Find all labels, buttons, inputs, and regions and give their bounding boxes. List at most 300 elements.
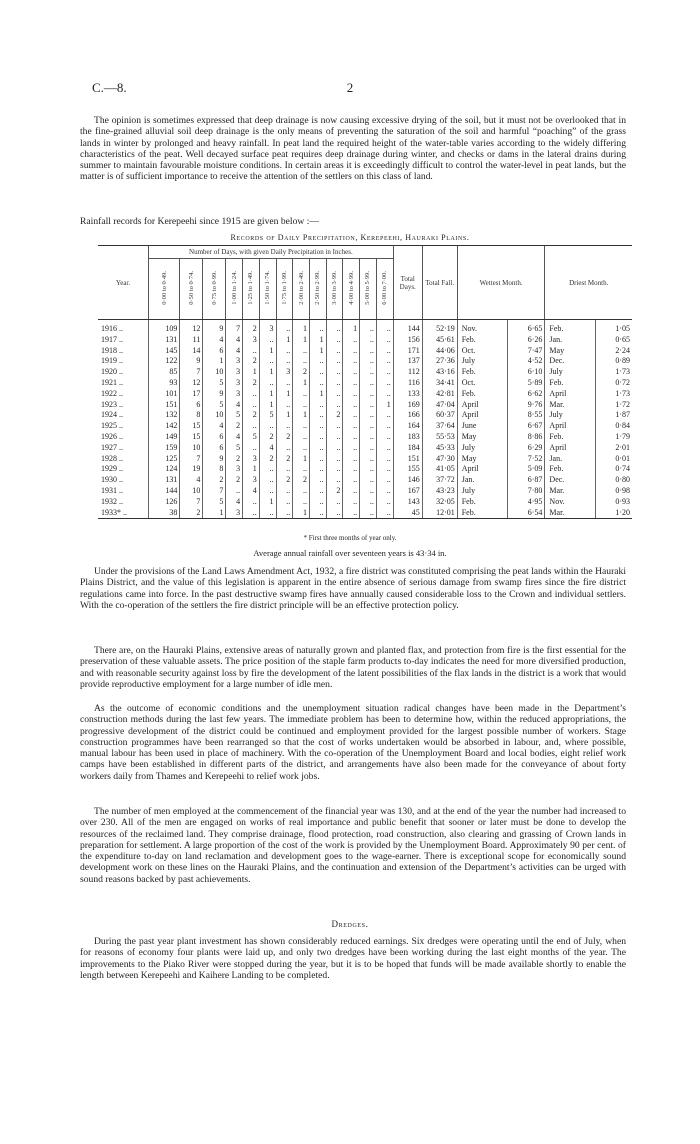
table-cell: .. bbox=[293, 421, 310, 432]
total-days-header: Total Days. bbox=[393, 246, 422, 320]
table-row bbox=[98, 464, 632, 475]
table-cell: .. bbox=[376, 320, 393, 335]
table-cell: 85 bbox=[149, 367, 180, 378]
table-cell: 0·65 bbox=[596, 335, 633, 346]
table-cell: .. bbox=[343, 410, 360, 421]
table-cell: April bbox=[457, 464, 507, 475]
rainfall-intro-text: Rainfall records for Kerepeehi since 1915 are given below :— bbox=[80, 216, 319, 227]
table-cell: April bbox=[457, 400, 507, 411]
table-cell: Feb. bbox=[457, 508, 507, 519]
table-cell: 3 bbox=[243, 475, 260, 486]
table-cell: 142 bbox=[149, 421, 180, 432]
table-cell: 14 bbox=[180, 346, 203, 357]
year-cell: 1921 .. bbox=[101, 377, 123, 387]
range-header-label: 4·00 to 4·99. bbox=[347, 271, 355, 305]
table-cell: .. bbox=[343, 464, 360, 475]
table-cell: 55·53 bbox=[422, 432, 457, 443]
table-cell: June bbox=[457, 421, 507, 432]
table-cell: .. bbox=[259, 475, 276, 486]
table-cell: 10 bbox=[180, 443, 203, 454]
range-header bbox=[309, 259, 326, 320]
table-cell: .. bbox=[293, 443, 310, 454]
table-cell: .. bbox=[376, 378, 393, 389]
table-cell: 2 bbox=[276, 432, 293, 443]
table-cell: April bbox=[545, 421, 596, 432]
table-cell: 2 bbox=[226, 454, 243, 465]
table-row bbox=[98, 497, 632, 508]
table-cell: 0·89 bbox=[596, 356, 633, 367]
table-cell: 5·09 bbox=[508, 464, 545, 475]
table-cell: 116 bbox=[393, 378, 422, 389]
table-cell: .. bbox=[309, 421, 326, 432]
table-cell: 112 bbox=[393, 367, 422, 378]
table-cell: Nov. bbox=[457, 320, 507, 335]
table-cell: 43·16 bbox=[422, 367, 457, 378]
rainfall-intro-paragraph bbox=[80, 216, 626, 227]
table-cell: 124 bbox=[149, 464, 180, 475]
range-header bbox=[180, 259, 203, 320]
table-cell: 171 bbox=[393, 346, 422, 357]
table-cell: .. bbox=[243, 389, 260, 400]
construction-paragraph bbox=[80, 703, 626, 782]
table-cell: 2 bbox=[226, 475, 243, 486]
table-cell: 3 bbox=[226, 356, 243, 367]
table-cell: 3 bbox=[243, 335, 260, 346]
table-cell: .. bbox=[226, 486, 243, 497]
table-cell: July bbox=[457, 443, 507, 454]
table-cell: 1·73 bbox=[596, 389, 633, 400]
table-cell: 52·19 bbox=[422, 320, 457, 335]
table-cell: 6·10 bbox=[508, 367, 545, 378]
table-cell: 12 bbox=[180, 320, 203, 335]
table-row bbox=[98, 410, 632, 421]
table-cell: 19 bbox=[180, 464, 203, 475]
table-cell: 3 bbox=[243, 454, 260, 465]
table-cell: 2·01 bbox=[596, 443, 633, 454]
table-cell: 2 bbox=[326, 486, 343, 497]
table-cell: 1·73 bbox=[596, 367, 633, 378]
table-cell: .. bbox=[259, 421, 276, 432]
table-cell: .. bbox=[343, 335, 360, 346]
table-cell: April bbox=[457, 410, 507, 421]
table-cell: .. bbox=[293, 432, 310, 443]
table-cell: 1 bbox=[309, 346, 326, 357]
average-rainfall: Average annual rainfall over seventeen years is 43·34 in. bbox=[253, 548, 447, 558]
table-cell: 8·55 bbox=[508, 410, 545, 421]
table-cell: .. bbox=[376, 464, 393, 475]
table-cell: .. bbox=[276, 346, 293, 357]
table-cell: 2 bbox=[259, 432, 276, 443]
year-cell: 1932 .. bbox=[101, 496, 123, 506]
table-row bbox=[98, 346, 632, 357]
table-cell: May bbox=[545, 346, 596, 357]
table-cell: 3 bbox=[226, 378, 243, 389]
table-row bbox=[98, 367, 632, 378]
table-cell: .. bbox=[259, 335, 276, 346]
table-cell: 27·36 bbox=[422, 356, 457, 367]
table-cell: Feb. bbox=[545, 432, 596, 443]
table-cell: .. bbox=[360, 421, 377, 432]
table-cell: .. bbox=[276, 400, 293, 411]
table-cell: .. bbox=[326, 475, 343, 486]
table-cell: .. bbox=[293, 346, 310, 357]
table-cell: Mar. bbox=[545, 400, 596, 411]
table-cell: .. bbox=[243, 497, 260, 508]
table-cell: 17 bbox=[180, 389, 203, 400]
table-cell: 93 bbox=[149, 378, 180, 389]
table-cell: 2 bbox=[326, 410, 343, 421]
table-cell: 45 bbox=[393, 508, 422, 519]
table-cell: .. bbox=[309, 508, 326, 519]
table-cell: .. bbox=[343, 497, 360, 508]
table-cell: 149 bbox=[149, 432, 180, 443]
year-cell: 1920 .. bbox=[101, 367, 123, 377]
table-cell: 2 bbox=[243, 356, 260, 367]
table-cell: .. bbox=[343, 378, 360, 389]
table-cell: .. bbox=[243, 346, 260, 357]
table-cell: .. bbox=[293, 356, 310, 367]
table-cell: 10 bbox=[203, 367, 226, 378]
table-cell: .. bbox=[360, 486, 377, 497]
table-cell: .. bbox=[326, 320, 343, 335]
table-cell: 10 bbox=[203, 410, 226, 421]
table-cell: 109 bbox=[149, 320, 180, 335]
range-header-label: 2·00 to 2·49. bbox=[297, 271, 305, 305]
table-row bbox=[98, 389, 632, 400]
table-cell: 1 bbox=[293, 335, 310, 346]
table-cell: .. bbox=[259, 486, 276, 497]
year-cell: 1929 .. bbox=[101, 464, 123, 474]
range-header-label: 0·75 to 0·99. bbox=[210, 271, 218, 305]
dredges-text: During the past year plant investment has shown considerably reduced earnings. Six dredges were operating until the end of July, when for reasons of economy four plants were laid up, and only two dredges have been working during the last eight months of the year. The improvements to the Piako River were stopped during the year, but it is to be hoped that funds will be made available shortly to enable the length between Kerepeehi and Kaihere Landing to be completed. bbox=[80, 936, 626, 981]
table-cell: .. bbox=[360, 400, 377, 411]
table-cell: .. bbox=[376, 335, 393, 346]
table-cell: 5 bbox=[259, 410, 276, 421]
rainfall-table bbox=[98, 245, 632, 519]
table-cell: 9 bbox=[203, 320, 226, 335]
table-cell: .. bbox=[343, 432, 360, 443]
table-cell: 0·93 bbox=[596, 497, 633, 508]
table-cell: .. bbox=[343, 454, 360, 465]
table-cell: .. bbox=[360, 389, 377, 400]
table-cell: 5 bbox=[226, 443, 243, 454]
range-header bbox=[226, 259, 243, 320]
table-cell: .. bbox=[326, 389, 343, 400]
range-header bbox=[376, 259, 393, 320]
table-cell: .. bbox=[309, 475, 326, 486]
table-cell: 6 bbox=[180, 400, 203, 411]
table-cell: .. bbox=[326, 335, 343, 346]
table-cell: .. bbox=[360, 346, 377, 357]
table-cell: 1 bbox=[343, 320, 360, 335]
year-cell: 1918 .. bbox=[101, 345, 123, 355]
table-cell: 5 bbox=[203, 497, 226, 508]
table-cell: .. bbox=[326, 367, 343, 378]
table-cell: 0·74 bbox=[596, 464, 633, 475]
table-cell: 1 bbox=[293, 378, 310, 389]
table-cell: 47·04 bbox=[422, 400, 457, 411]
table-cell: 0·72 bbox=[596, 378, 633, 389]
table-cell: .. bbox=[360, 475, 377, 486]
table-cell: .. bbox=[376, 443, 393, 454]
employment-paragraph bbox=[80, 806, 626, 885]
table-cell: .. bbox=[360, 508, 377, 519]
table-cell: .. bbox=[326, 508, 343, 519]
table-cell: 4·95 bbox=[508, 497, 545, 508]
range-header-label: 6·00 to 7·00. bbox=[381, 271, 389, 305]
table-cell: Oct. bbox=[457, 378, 507, 389]
table-cell: Feb. bbox=[457, 389, 507, 400]
table-cell: 1 bbox=[293, 320, 310, 335]
year-cell: 1927 .. bbox=[101, 442, 123, 452]
table-cell: 5·89 bbox=[508, 378, 545, 389]
table-cell: .. bbox=[276, 378, 293, 389]
table-cell: 47·30 bbox=[422, 454, 457, 465]
table-cell: 41·05 bbox=[422, 464, 457, 475]
table-row bbox=[98, 486, 632, 497]
table-cell: 1 bbox=[276, 410, 293, 421]
table-cell: 0·98 bbox=[596, 486, 633, 497]
table-cell: .. bbox=[276, 486, 293, 497]
table-cell: .. bbox=[376, 410, 393, 421]
table-row bbox=[98, 508, 632, 519]
range-header bbox=[326, 259, 343, 320]
table-cell: 5 bbox=[243, 432, 260, 443]
range-header bbox=[203, 259, 226, 320]
table-cell: 1 bbox=[259, 389, 276, 400]
table-cell: 45·33 bbox=[422, 443, 457, 454]
table-cell: .. bbox=[326, 356, 343, 367]
table-cell: .. bbox=[309, 432, 326, 443]
table-cell: 155 bbox=[393, 464, 422, 475]
table-cell: 4 bbox=[180, 475, 203, 486]
table-cell: 131 bbox=[149, 335, 180, 346]
table-cell: .. bbox=[276, 464, 293, 475]
table-cell: .. bbox=[326, 443, 343, 454]
table-cell: .. bbox=[360, 432, 377, 443]
table-cell: 2 bbox=[276, 475, 293, 486]
table-cell: .. bbox=[276, 497, 293, 508]
year-cell: 1922 .. bbox=[101, 388, 123, 398]
year-cell: 1933* .. bbox=[98, 508, 149, 519]
table-title: Records of Daily Precipitation, Kerepeehi, Hauraki Plains. bbox=[230, 233, 470, 242]
table-cell: .. bbox=[376, 367, 393, 378]
range-header bbox=[149, 259, 180, 320]
table-cell: Feb. bbox=[457, 335, 507, 346]
table-cell: 3 bbox=[226, 464, 243, 475]
table-cell: 4 bbox=[243, 486, 260, 497]
table-cell: 6·62 bbox=[508, 389, 545, 400]
table-cell: 42·81 bbox=[422, 389, 457, 400]
table-cell: 2 bbox=[293, 475, 310, 486]
table-cell: 169 bbox=[393, 400, 422, 411]
table-cell: 2 bbox=[243, 320, 260, 335]
table-cell: April bbox=[545, 443, 596, 454]
table-cell: 6·29 bbox=[508, 443, 545, 454]
table-cell: 7 bbox=[180, 367, 203, 378]
table-cell: .. bbox=[376, 497, 393, 508]
table-cell: Jan. bbox=[545, 335, 596, 346]
table-cell: 4 bbox=[226, 497, 243, 508]
table-cell: Feb. bbox=[545, 464, 596, 475]
table-cell: .. bbox=[326, 454, 343, 465]
table-cell: 7 bbox=[180, 454, 203, 465]
table-cell: .. bbox=[276, 443, 293, 454]
table-cell: 0·84 bbox=[596, 421, 633, 432]
table-cell: 5 bbox=[226, 410, 243, 421]
year-cell: 1917 .. bbox=[101, 334, 123, 344]
table-cell: .. bbox=[343, 486, 360, 497]
table-cell: 1 bbox=[259, 497, 276, 508]
table-cell: 0·80 bbox=[596, 475, 633, 486]
table-cell: 2 bbox=[276, 454, 293, 465]
table-cell: 184 bbox=[393, 443, 422, 454]
dredges-paragraph bbox=[80, 936, 626, 981]
page-number: 2 bbox=[346, 80, 354, 95]
table-cell: .. bbox=[376, 346, 393, 357]
table-cell: 44·06 bbox=[422, 346, 457, 357]
table-cell: 1 bbox=[293, 410, 310, 421]
table-cell: 1 bbox=[293, 508, 310, 519]
table-cell: Jan. bbox=[457, 475, 507, 486]
table-cell: .. bbox=[343, 367, 360, 378]
table-cell: 9 bbox=[203, 389, 226, 400]
flax-text: There are, on the Hauraki Plains, extensive areas of naturally grown and planted flax, and protection from fire is the first essential for the preservation of these valuable assets. The price position of the staple farm products to-day indicates the need for more diversified production, and with reasonable security against loss by fire the development of the latent possibilities of the flax lands in the district is a work that would provide reproductive employment for a large number of idle men. bbox=[80, 645, 626, 690]
table-cell: .. bbox=[309, 464, 326, 475]
table-cell: Mar. bbox=[545, 486, 596, 497]
table-cell: 4 bbox=[226, 346, 243, 357]
table-row bbox=[98, 378, 632, 389]
table-cell: 15 bbox=[180, 421, 203, 432]
table-cell: .. bbox=[293, 464, 310, 475]
table-cell: .. bbox=[309, 497, 326, 508]
range-header bbox=[243, 259, 260, 320]
drainage-text: The opinion is sometimes expressed that deep drainage is now causing excessive drying of the soil, but it must not be overlooked that in the fine-grained alluvial soil deep drainage is the only means of preventing the saturation of the soil and harmful “poaching” of the grass lands in winter by prolonged and heavy rainfall. In peat land the required height of the water-table varies according to the widely differing characteristics of the peat. Well decayed surface peat requires deep drainage during winter, and checks or dams in the lateral drains during summer to maintain favourable moisture conditions. In certain areas it is exceedingly difficult to control the water-level in peat lands, but the matter is of sufficient importance to receive the attention of the settlers on this class of land. bbox=[80, 115, 626, 183]
table-cell: .. bbox=[309, 443, 326, 454]
table-cell: 144 bbox=[393, 320, 422, 335]
table-cell: 3 bbox=[276, 367, 293, 378]
table-cell: .. bbox=[360, 443, 377, 454]
table-cell: .. bbox=[343, 443, 360, 454]
range-header bbox=[293, 259, 310, 320]
table-cell: July bbox=[545, 367, 596, 378]
table-cell: 1 bbox=[259, 346, 276, 357]
table-cell: .. bbox=[376, 486, 393, 497]
table-cell: 4 bbox=[226, 432, 243, 443]
year-cell: 1924 .. bbox=[101, 410, 123, 420]
table-cell: 1 bbox=[276, 389, 293, 400]
table-cell: .. bbox=[360, 378, 377, 389]
range-header-label: 1·75 to 1·99. bbox=[280, 271, 288, 305]
table-cell: 159 bbox=[149, 443, 180, 454]
range-header-label: 1·00 to 1·24. bbox=[230, 271, 238, 305]
table-cell: .. bbox=[293, 400, 310, 411]
table-cell: 7 bbox=[203, 486, 226, 497]
total-fall-header: Total Fall. bbox=[422, 246, 457, 320]
table-cell: .. bbox=[309, 454, 326, 465]
table-cell: 6 bbox=[203, 346, 226, 357]
table-row bbox=[98, 421, 632, 432]
range-header-label: 5·00 to 5·99. bbox=[364, 271, 372, 305]
year-cell: 1931 .. bbox=[101, 485, 123, 495]
table-cell: .. bbox=[276, 320, 293, 335]
table-cell: Feb. bbox=[457, 367, 507, 378]
range-header-label: 1·25 to 1·49. bbox=[247, 271, 255, 305]
table-cell: .. bbox=[326, 432, 343, 443]
table-cell: 1 bbox=[203, 508, 226, 519]
table-cell: .. bbox=[376, 432, 393, 443]
table-cell: 6·26 bbox=[508, 335, 545, 346]
table-cell: .. bbox=[243, 443, 260, 454]
table-cell: 4 bbox=[226, 400, 243, 411]
table-cell: 7 bbox=[180, 497, 203, 508]
table-cell: .. bbox=[259, 378, 276, 389]
table-cell: Dec. bbox=[545, 475, 596, 486]
table-cell: 9 bbox=[180, 356, 203, 367]
table-cell: Feb. bbox=[457, 497, 507, 508]
table-cell: 3 bbox=[226, 508, 243, 519]
table-cell: 4 bbox=[226, 335, 243, 346]
table-cell: .. bbox=[360, 335, 377, 346]
table-cell: 7·47 bbox=[508, 346, 545, 357]
year-header: Year. bbox=[98, 246, 149, 320]
range-header-label: 0·50 to 0·74. bbox=[187, 271, 195, 305]
table-cell: 132 bbox=[149, 410, 180, 421]
table-cell: .. bbox=[259, 464, 276, 475]
table-cell: Feb. bbox=[545, 378, 596, 389]
range-header-label: 2·50 to 2·99. bbox=[314, 271, 322, 305]
table-cell: Dec. bbox=[545, 356, 596, 367]
table-cell: July bbox=[545, 410, 596, 421]
table-cell: 9 bbox=[203, 454, 226, 465]
table-cell: 1 bbox=[259, 367, 276, 378]
table-cell: 6 bbox=[203, 432, 226, 443]
table-cell: .. bbox=[376, 389, 393, 400]
employment-text: The number of men employed at the commencement of the financial year was 130, and at the end of the year the number had increased to over 230. All of the men are engaged on works of real importance and public benefit that sooner or later must be done to develop the resources of the reclaimed land. They comprise drainage, flood protection, road construction, also clearing and grassing of Crown lands in preparation for settlement. A large proportion of the cost of the work is provided by the Unemployment Board. Approximately 90 per cent. of the expenditure to-day on land reclamation and development goes to the wage-earner. There is exceptional scope for economically sound development work on these lines on the Hauraki Plains, and the continuation and extension of the Department’s activities can be urged with sound reasons backed by past achievements. bbox=[80, 806, 626, 885]
table-cell: .. bbox=[343, 475, 360, 486]
table-cell: .. bbox=[326, 464, 343, 475]
table-cell: 2 bbox=[293, 367, 310, 378]
table-cell: .. bbox=[276, 421, 293, 432]
table-cell: 34·41 bbox=[422, 378, 457, 389]
table-cell: .. bbox=[259, 356, 276, 367]
year-cell: 1926 .. bbox=[101, 431, 123, 441]
table-cell: 37·72 bbox=[422, 475, 457, 486]
table-cell: 125 bbox=[149, 454, 180, 465]
table-cell: April bbox=[545, 389, 596, 400]
table-cell: 7·52 bbox=[508, 454, 545, 465]
table-cell: 6·65 bbox=[508, 320, 545, 335]
construction-text: As the outcome of economic conditions and the unemployment situation radical changes have been made in the Department’s construction methods during the last few years. The immediate problem has been to determine how, within the reduced appropriations, the progressive development of the district could be continued and employment provided for the largest possible number of workers. Stage construction programmes have been rearranged so that the cost of works undertaken would be absorbed in labour, and, where possible, manual labour has been used in place of machinery. With the co-operation of the Unemployment Board and local bodies, eight relief work camps have been established in different parts of the district, and arrangements have also been made for the conveyance of about forty workers daily from Thames and Kerepeehi to relief work jobs. bbox=[80, 703, 626, 782]
table-cell: 122 bbox=[149, 356, 180, 367]
table-cell: .. bbox=[293, 497, 310, 508]
table-cell: 2 bbox=[259, 454, 276, 465]
table-cell: .. bbox=[309, 320, 326, 335]
table-cell: 8 bbox=[180, 410, 203, 421]
table-cell: 1·20 bbox=[596, 508, 633, 519]
table-cell: 1·72 bbox=[596, 400, 633, 411]
table-cell: .. bbox=[343, 421, 360, 432]
table-cell: 4 bbox=[203, 421, 226, 432]
table-cell: 131 bbox=[149, 475, 180, 486]
fire-district-text: Under the provisions of the Land Laws Amendment Act, 1932, a fire district was constituted comprising the peat lands within the Hauraki Plains District, and the value of this legislation is apparent in the entire absence of serious damage from swamp fires since the fire district regulations came into force. In the past destructive swamp fires have annually caused considerable loss to the Crown and individual settlers. With the co-operation of the settlers the fire district principle will be an effective protection policy. bbox=[80, 566, 626, 611]
drainage-paragraph bbox=[80, 115, 626, 183]
table-cell: .. bbox=[376, 508, 393, 519]
table-cell: 1·05 bbox=[596, 320, 633, 335]
table-cell: .. bbox=[309, 410, 326, 421]
fire-district-paragraph bbox=[80, 566, 626, 611]
table-cell: .. bbox=[309, 486, 326, 497]
